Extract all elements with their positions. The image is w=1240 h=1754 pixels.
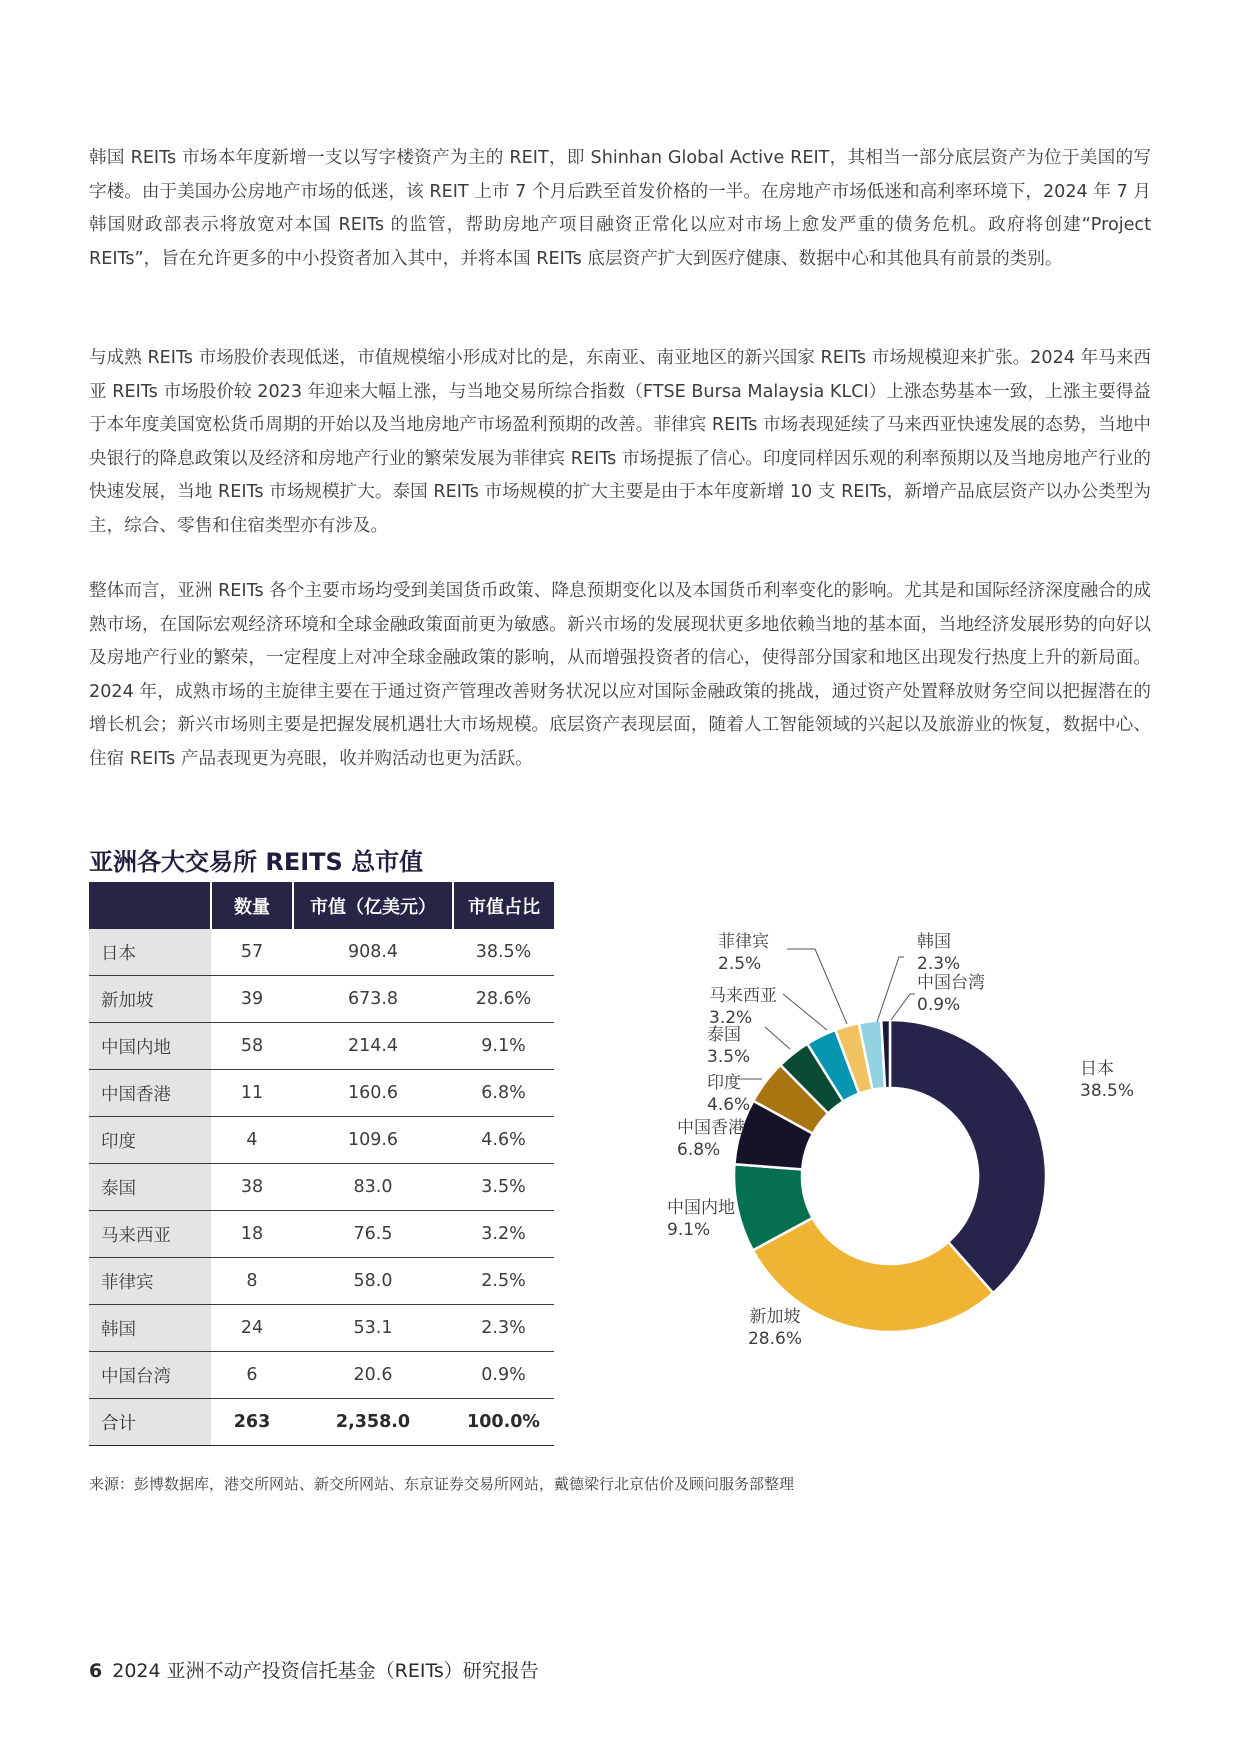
table-title: 亚洲各大交易所 REITS 总市值 xyxy=(89,848,424,876)
slice-value-label: 4.6% xyxy=(707,1095,751,1115)
slice-value-label: 6.8% xyxy=(677,1140,721,1160)
cell-market: 韩国 xyxy=(89,1305,211,1352)
cell-market-cap: 58.0 xyxy=(293,1258,453,1305)
slice-value-label: 3.2% xyxy=(709,1008,753,1028)
slice-label: 日本 xyxy=(1080,1059,1114,1079)
leader-line-5 xyxy=(765,1027,790,1049)
paragraph-emerging-markets: 与成熟 REITs 市场股价表现低迷，市值规模缩小形成对比的是，东南亚、南亚地区的新兴国家 REITs 市场规模迎来扩张。2024 年马来西亚 REITs 市场股价较 2023 年迎来大幅上涨，与当地交易所综合指数（FTSE Bursa Malaysia KLCI）上涨态势基本一致，上涨主要得益于本年度美国宽松货币周期的开始以及当地房地产市场盈利预期的改善。菲律宾 REITs 市场表现延续了马来西亚快速发展的态势，当地中央银行的降息政策以及经济和房地产行业的繁荣发展为菲律宾 REITs 市场提振了信心。印度同样因乐观的利率预期以及当地房地产行业的快速发展，当地 REITs 市场规模扩大。泰国 REITs 市场规模的扩大主要是由于本年度新增 10 支 REITs，新增产品底层资产以办公类型为主，综合、零售和住宿类型亦有涉及。 xyxy=(89,348,1151,536)
cell-share: 0.9% xyxy=(453,1352,554,1399)
cell-share: 3.2% xyxy=(453,1211,554,1258)
table-total-row xyxy=(89,1399,554,1446)
cell-market-cap: 109.6 xyxy=(293,1117,453,1164)
slice-value-label: 3.5% xyxy=(707,1047,751,1067)
cell-market: 日本 xyxy=(89,929,211,976)
table-row xyxy=(89,1070,554,1117)
cell-share: 2.3% xyxy=(453,1305,554,1352)
cell-market-cap: 908.4 xyxy=(293,929,453,976)
table-row xyxy=(89,1023,554,1070)
table-row xyxy=(89,929,554,976)
slice-label: 中国台湾 xyxy=(917,973,985,993)
slice-label: 泰国 xyxy=(707,1025,741,1045)
report-title: 2024 亚洲不动产投资信托基金（REITs）研究报告 xyxy=(112,1660,539,1682)
paragraph-summary: 整体而言，亚洲 REITs 各个主要市场均受到美国货币政策、降息预期变化以及本国货币利率变化的影响。尤其是和国际经济深度融合的成熟市场，在国际宏观经济环境和全球金融政策面前更为敏感。新兴市场的发展现状更多地依赖当地的基本面，当地经济发展形势的向好以及房地产行业的繁荣，一定程度上对冲全球金融政策的影响，从而增强投资者的信心，使得部分国家和地区出现发行热度上升的新局面。2024 年，成熟市场的主旋律主要在于通过资产管理改善财务状况以应对国际金融政策的挑战，通过资产处置释放财务空间以把握潜在的增长机会；新兴市场则主要是把握发展机遇壮大市场规模。底层资产表现层面，随着人工智能领域的兴起以及旅游业的恢复，数据中心、住宿 REITs 产品表现更为亮眼，收并购活动也更为活跃。 xyxy=(89,581,1151,769)
cell-share: 9.1% xyxy=(453,1023,554,1070)
cell-share: 6.8% xyxy=(453,1070,554,1117)
leader-line-9 xyxy=(891,994,915,1020)
slice-label: 中国香港 xyxy=(677,1118,745,1138)
slice-value-label: 2.3% xyxy=(917,954,961,974)
cell-market-cap: 53.1 xyxy=(293,1305,453,1352)
cell-count: 38 xyxy=(211,1164,293,1211)
cell-count: 6 xyxy=(211,1352,293,1399)
slice-label: 马来西亚 xyxy=(709,986,777,1006)
cell-market: 合计 xyxy=(89,1399,211,1446)
slice-value-label: 2.5% xyxy=(718,954,762,974)
cell-count: 58 xyxy=(211,1023,293,1070)
table-header-row xyxy=(89,882,554,929)
leader-line-8 xyxy=(877,957,904,1022)
slice-label: 韩国 xyxy=(917,932,951,952)
table-row xyxy=(89,1164,554,1211)
cell-market-cap: 673.8 xyxy=(293,976,453,1023)
cell-share: 4.6% xyxy=(453,1117,554,1164)
source-note: 来源：彭博数据库，港交所网站、新交所网站、东京证券交易所网站，戴德梁行北京估价及顾问服务部整理 xyxy=(89,1475,795,1493)
cell-market: 菲律宾 xyxy=(89,1258,211,1305)
slice-label: 印度 xyxy=(707,1073,741,1093)
cell-market-cap: 160.6 xyxy=(293,1070,453,1117)
table-row xyxy=(89,1258,554,1305)
slice-label: 菲律宾 xyxy=(718,932,769,952)
slice-label: 中国内地 xyxy=(667,1198,735,1218)
header-count: 数量 xyxy=(211,882,293,929)
cell-count: 39 xyxy=(211,976,293,1023)
table-row xyxy=(89,1352,554,1399)
cell-market: 中国内地 xyxy=(89,1023,211,1070)
slice-value-label: 9.1% xyxy=(667,1220,711,1240)
cell-share: 38.5% xyxy=(453,929,554,976)
header-market-cap: 市值（亿美元） xyxy=(293,882,453,929)
cell-count: 4 xyxy=(211,1117,293,1164)
page-number: 6 xyxy=(89,1660,103,1682)
cell-count: 11 xyxy=(211,1070,293,1117)
paragraph-korea: 韩国 REITs 市场本年度新增一支以写字楼资产为主的 REIT，即 Shinhan Global Active REIT，其相当一部分底层资产为位于美国的写字楼。由于美国办公房地产市场的低迷，该 REIT 上市 7 个月后跌至首发价格的一半。在房地产市场低迷和高利率环境下，2024 年 7 月韩国财政部表示将放宽对本国 REITs 的监管，帮助房地产项目融资正常化以应对市场上愈发严重的债务危机。政府将创建“Project REITs”，旨在允许更多的中小投资者加入其中，并将本国 REITs 底层资产扩大到医疗健康、数据中心和其他具有前景的类别。 xyxy=(89,148,1151,269)
cell-count: 8 xyxy=(211,1258,293,1305)
cell-market: 马来西亚 xyxy=(89,1211,211,1258)
header-market xyxy=(89,882,211,929)
table-row xyxy=(89,1211,554,1258)
cell-share: 2.5% xyxy=(453,1258,554,1305)
cell-share: 28.6% xyxy=(453,976,554,1023)
cell-market: 泰国 xyxy=(89,1164,211,1211)
page-footer xyxy=(89,1656,539,1683)
leader-line-7 xyxy=(787,949,847,1024)
header-share: 市值占比 xyxy=(453,882,554,929)
donut-chart xyxy=(620,930,1140,1450)
cell-market: 中国香港 xyxy=(89,1070,211,1117)
cell-count: 24 xyxy=(211,1305,293,1352)
market-cap-table xyxy=(89,882,554,1446)
cell-market: 中国台湾 xyxy=(89,1352,211,1399)
cell-market: 印度 xyxy=(89,1117,211,1164)
cell-market: 新加坡 xyxy=(89,976,211,1023)
cell-count: 263 xyxy=(211,1399,293,1446)
slice-0 xyxy=(890,1020,1046,1293)
cell-market-cap: 20.6 xyxy=(293,1352,453,1399)
cell-market-cap: 214.4 xyxy=(293,1023,453,1070)
slice-value-label: 38.5% xyxy=(1080,1081,1135,1101)
cell-share: 3.5% xyxy=(453,1164,554,1211)
slice-value-label: 0.9% xyxy=(917,995,961,1015)
table-row xyxy=(89,1305,554,1352)
leader-line-6 xyxy=(783,994,827,1030)
slice-value-label: 28.6% xyxy=(747,1329,803,1349)
table-row xyxy=(89,976,554,1023)
cell-market-cap: 83.0 xyxy=(293,1164,453,1211)
cell-share: 100.0% xyxy=(453,1399,554,1446)
cell-market-cap: 2,358.0 xyxy=(293,1399,453,1446)
table-row xyxy=(89,1117,554,1164)
cell-count: 57 xyxy=(211,929,293,976)
cell-count: 18 xyxy=(211,1211,293,1258)
cell-market-cap: 76.5 xyxy=(293,1211,453,1258)
slice-label: 新加坡 xyxy=(749,1307,801,1327)
